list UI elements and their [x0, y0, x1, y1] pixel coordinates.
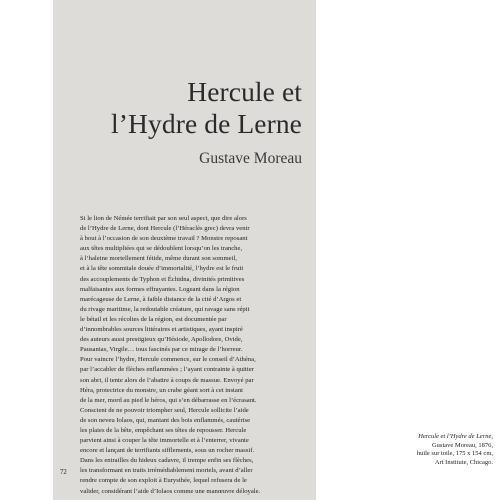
body-line: marécageuse de Lerne, à faible distance de la cité d’Argos et: [80, 295, 242, 303]
page-number: 72: [60, 469, 67, 476]
body-line: aux têtes multipliées qui se dédoublent lorsqu’on les tranche,: [80, 245, 243, 253]
artwork-title: [62, 76, 302, 140]
body-line: parvient ainsi à couper la tête immortelle et à l’enterrer, vivante: [80, 437, 249, 445]
body-line: des accouplements de Typhon et Échidna, divinités primitives: [80, 275, 245, 283]
title-line-1: Hercule et: [187, 76, 302, 107]
body-line: par l’accabler de flèches enflammées ; l’ayant contrainte à quitter: [80, 366, 254, 374]
body-text: [80, 214, 302, 497]
caption-title: Hercule et l’Hydre de Lerne,: [418, 433, 493, 440]
body-line: malfaisantes aux formes effrayantes. Logeant dans la région: [80, 285, 240, 293]
body-line: les transformant en traits irrémédiablement mortels, avant d’aller: [80, 467, 253, 475]
body-line: d’innombrables sources littéraires et artistiques, ayant inspiré: [80, 326, 243, 334]
caption-artist-date: Gustave Moreau, 1876,: [431, 441, 493, 449]
body-line: du rivage maritime, la redoutable créature, qui ravage sans répit: [80, 305, 250, 313]
body-line: Pour vaincre l’hydre, Hercule commence, sur le conseil d’Athéna,: [80, 356, 256, 364]
page-panel: [53, 0, 316, 500]
body-line: les plaies de la bête, empêchant ses têtes de repousser. Hercule: [80, 426, 247, 434]
body-line: son abri, il tente alors de l’abattre à coups de massue. Envoyé par: [80, 376, 254, 384]
caption-location: Art Institute, Chicago.: [434, 458, 493, 466]
body-line: encore et lançant de terrifiants sifflements, sous un rocher massif.: [80, 447, 255, 455]
body-line: de la mer, mord au pied le héros, qui s’en débarrasse en l’écrasant.: [80, 396, 257, 404]
body-line: et à la tête sommitale douée d’immortalité, l’hydre est le fruit: [80, 265, 244, 273]
body-line: valider, considérant l’aide d’Iolaos comme une manœuvre déloyale.: [80, 487, 261, 495]
body-line: Conscient de ne pouvoir triompher seul, Hercule sollicite l’aide: [80, 406, 249, 414]
artwork-caption: [328, 433, 493, 467]
body-line: Dans les entrailles du hideux cadavre, il trempe enfin ses flèches,: [80, 457, 254, 465]
title-line-2: l’Hydre de Lerne: [111, 108, 302, 139]
body-line: Pausanias, Virgile… tous fascinés par ce mirage de l’horreur.: [80, 346, 243, 354]
body-line: rendre compte de son exploit à Eurysthée, lequel refusera de le: [80, 477, 247, 485]
body-line: de l’Hydre de Lerne, dont Hercule (l’Héraclès grec) devra venir: [80, 225, 250, 233]
body-line: Si le lion de Némée terrifiait par son seul aspect, que dire alors: [80, 215, 247, 222]
caption-medium: huile sur toile, 175 x 154 cm,: [416, 450, 493, 458]
body-line: le bétail et les récoltes de la région, est documentée par: [80, 315, 227, 323]
body-line: de son neveu Iolaos, qui, maniant des bois enflammés, cautérise: [80, 416, 251, 424]
body-line: à bout à l’occasion de son deuxième travail ? Monstre reposant: [80, 235, 248, 243]
body-line: des auteurs aussi prestigieux qu’Hésiode, Apollodore, Ovide,: [80, 336, 243, 344]
body-line: à l’haleine mortellement fétide, même durant son sommeil,: [80, 255, 237, 263]
body-line: Héra, protectrice du monstre, un crabe géant sort à cet instant: [80, 386, 243, 394]
artist-name: Gustave Moreau: [199, 150, 302, 167]
